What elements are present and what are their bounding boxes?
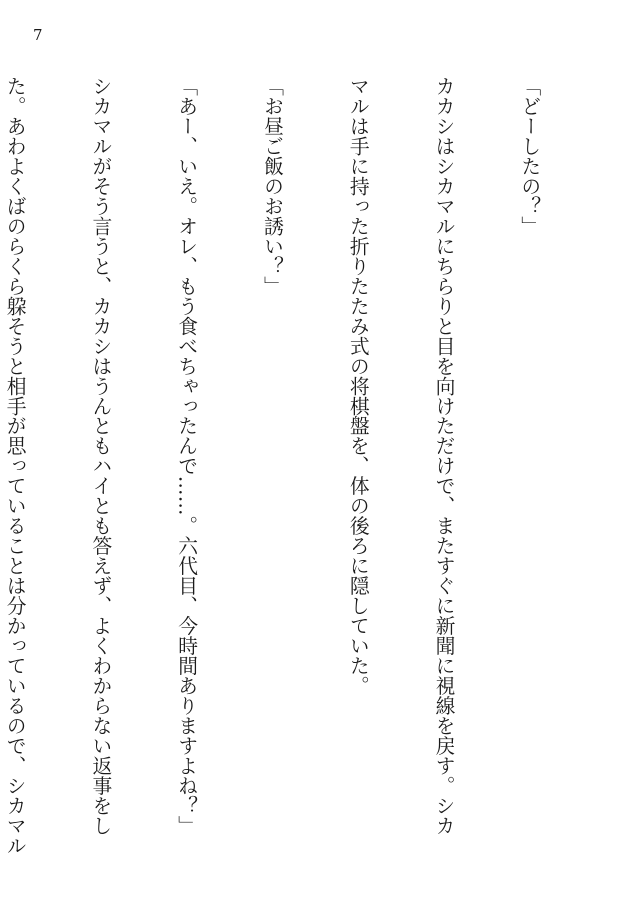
page-number: 7 xyxy=(33,26,43,44)
text-line: シカマルがそう言うと、カカシはうんともハイとも答えず、よくわからない返事をし xyxy=(88,76,112,836)
text-line: 「あー、いえ。オレ、もう食べちゃったんで……。六代目、今時間ありますよね？」 xyxy=(174,76,198,836)
text-line: 「お昼ご飯のお誘い？」 xyxy=(260,76,284,296)
text-line: マルは手に持った折りたたみ式の将棋盤を、体の後ろに隠していた。 xyxy=(346,76,370,696)
text-line: た。あわよくばのらくら躱そうと相手が思っていることは分かっているので、シカマル xyxy=(3,76,27,856)
vertical-text-body xyxy=(3,76,600,876)
text-line: カカシはシカマルにちらりと目を向けただけで、またすぐに新聞に視線を戻す。シカ xyxy=(432,76,456,836)
text-line: 「どーしたの？」 xyxy=(517,76,541,236)
